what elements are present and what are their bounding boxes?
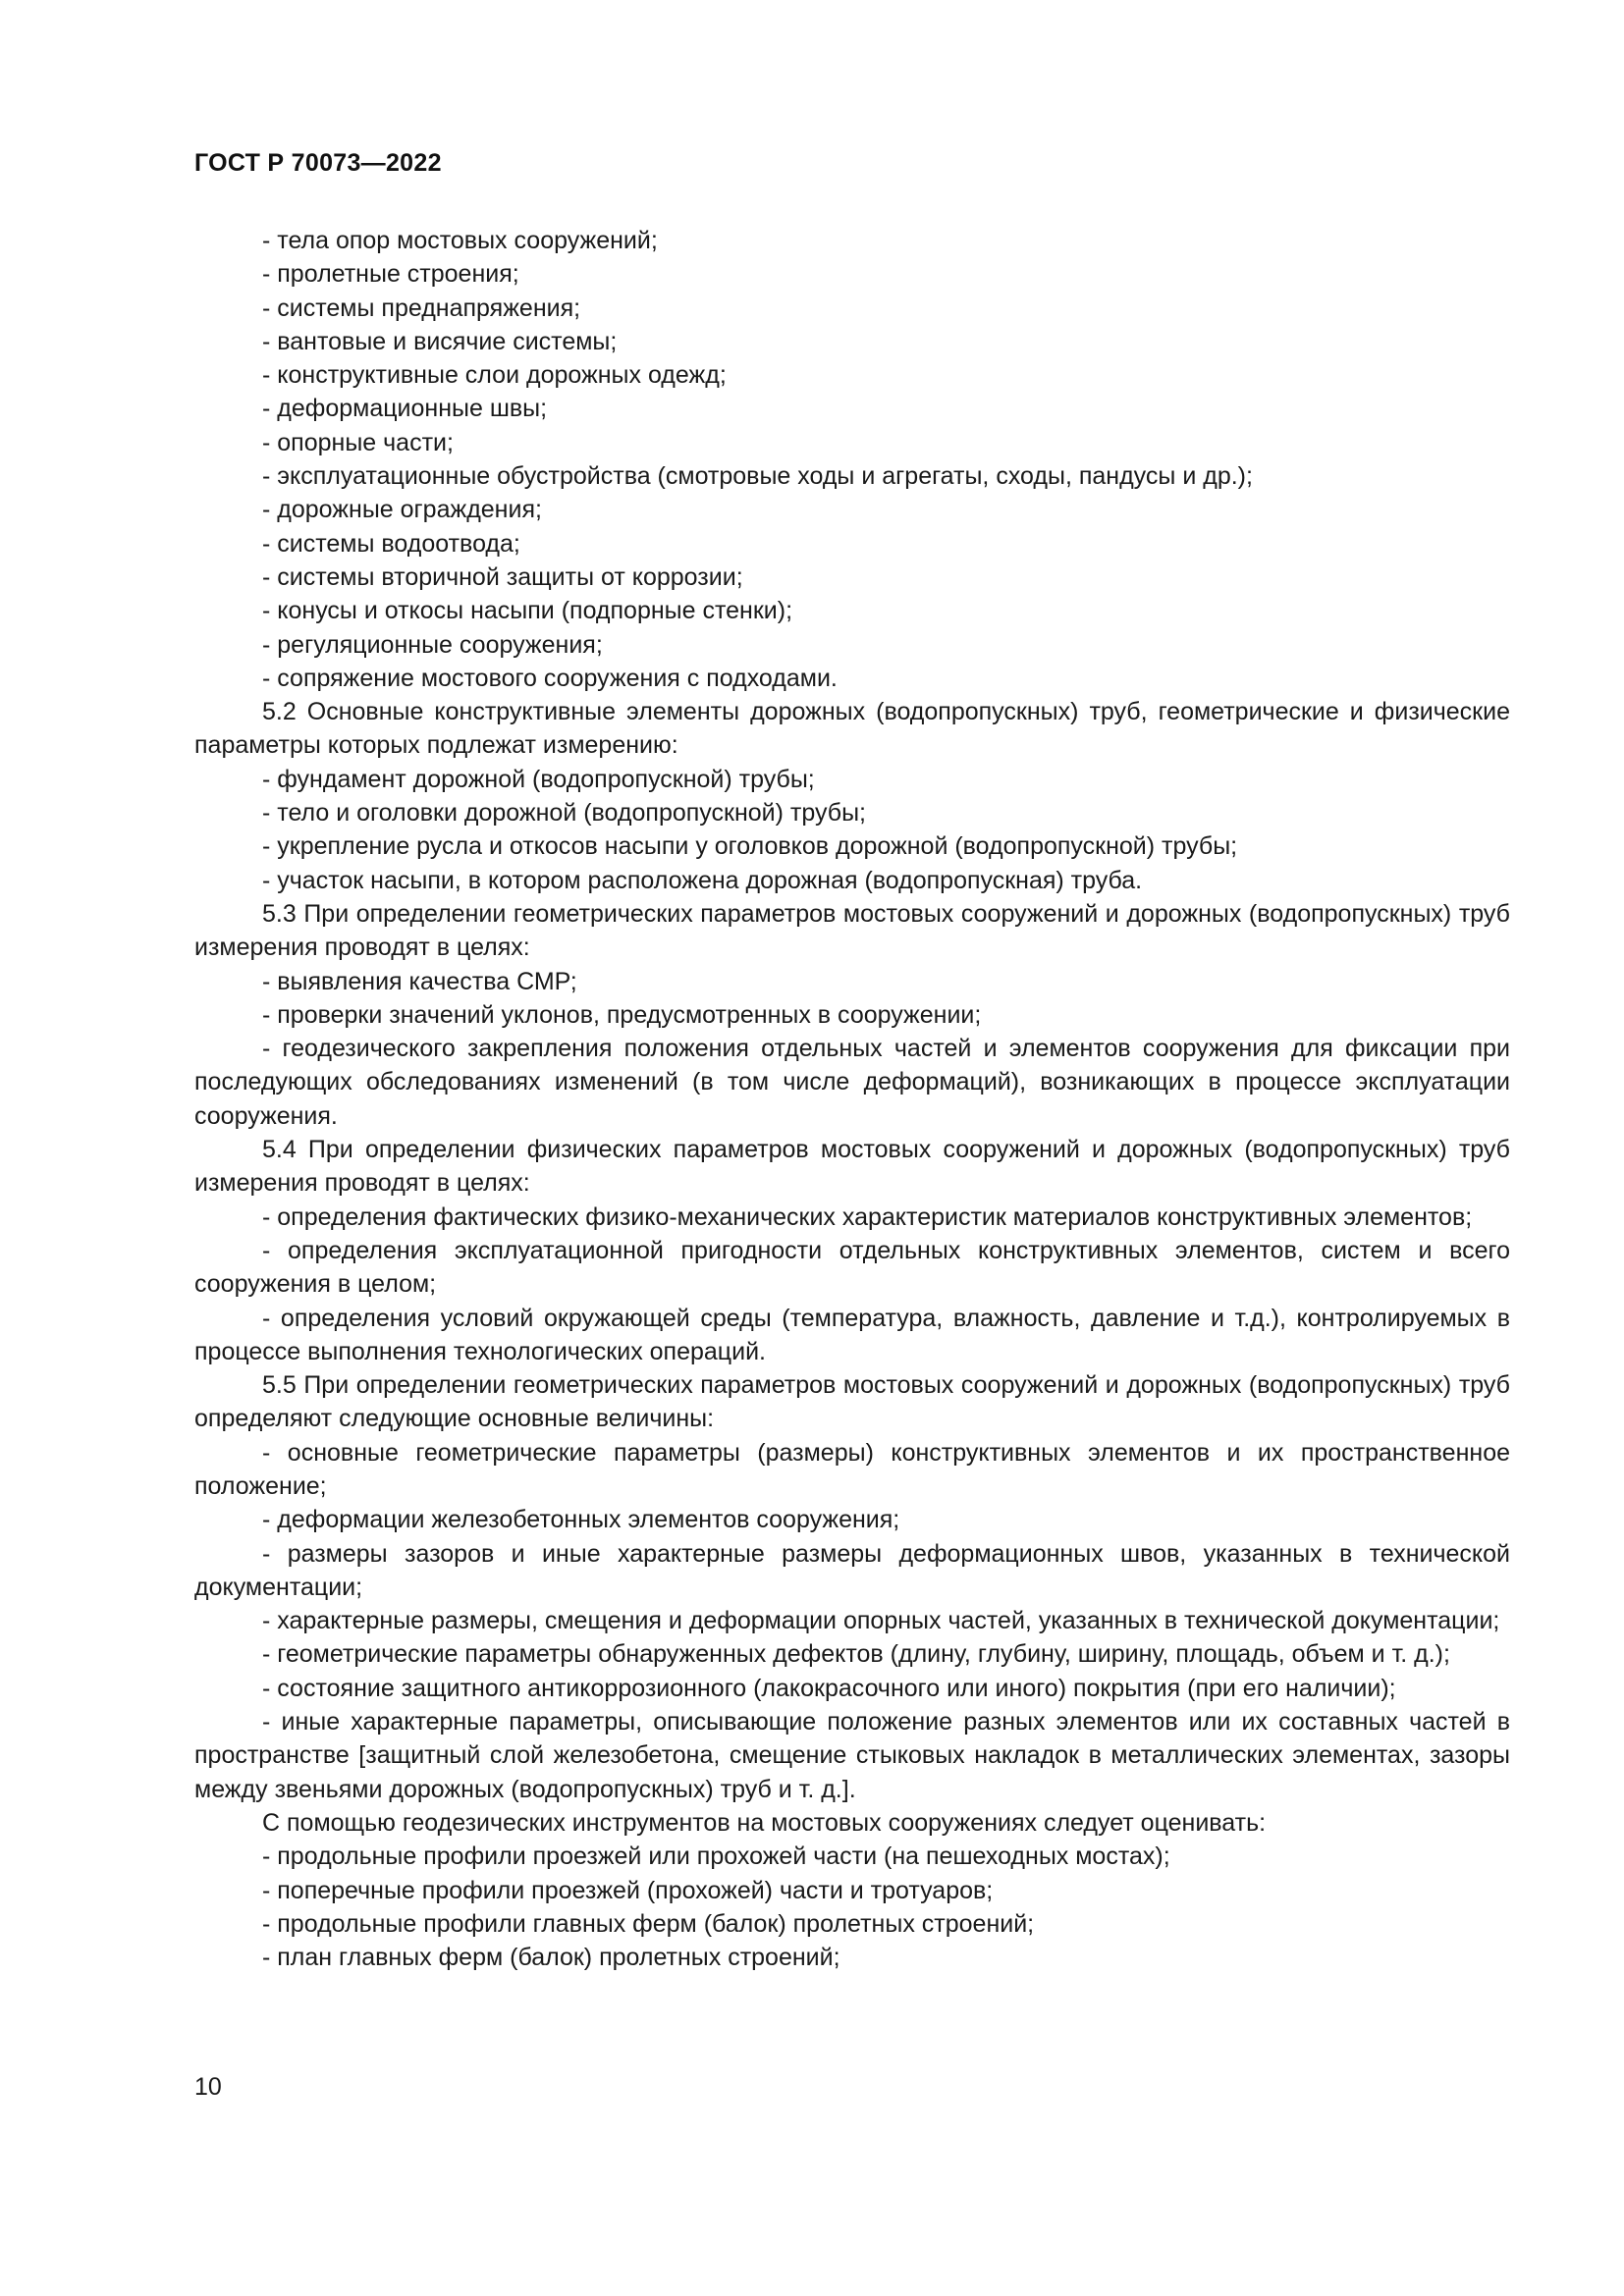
list-item: - сопряжение мостового сооружения с подходами.: [262, 664, 838, 692]
list-item: - характерные размеры, смещения и деформации опорных частей, указанных в технической документации;: [262, 1607, 1500, 1635]
list-item: - определения эксплуатационной пригодности отдельных конструктивных элементов, систем и всего сооружения в целом;: [194, 1236, 1510, 1299]
list-item: - деформационные швы;: [262, 395, 548, 423]
list-item: - пролетные строения;: [262, 260, 519, 289]
list-item: - деформации железобетонных элементов сооружения;: [262, 1506, 900, 1534]
list-item: - тела опор мостовых сооружений;: [262, 227, 658, 254]
list-item: - системы вторичной защиты от коррозии;: [262, 562, 743, 591]
list-item: - опорные части;: [262, 428, 454, 456]
list-item: - участок насыпи, в котором расположена дорожная (водопропускная) труба.: [262, 866, 1143, 894]
list-item: - поперечные профили проезжей (прохожей) части и тротуаров;: [262, 1876, 994, 1904]
list-item: - тело и оголовки дорожной (водопропускной) трубы;: [262, 799, 866, 828]
list-item: - геометрические параметры обнаруженных дефектов (длину, глубину, ширину, площадь, объем и т. д.);: [262, 1640, 1450, 1669]
list-item: - регуляционные сооружения;: [262, 630, 603, 659]
list-item: - системы водоотвода;: [262, 529, 520, 558]
list-item: - иные характерные параметры, описывающие положение разных элементов или их составных частей в пространстве [защитный слой железобетона, смещение стыковых накладок в металлических элементах, зазоры между звеньями дорожных (водопропускных) труб и т. д.].: [194, 1708, 1510, 1803]
list-item: - укрепление русла и откосов насыпи у оголовков дорожной (водопропускной) трубы;: [262, 832, 1238, 861]
list-item: - определения условий окружающей среды (температура, влажность, давление и т.д.), контролируемых в процессе выполнения технологических операций.: [194, 1304, 1510, 1365]
list-item: - конусы и откосы насыпи (подпорные стенки);: [262, 597, 793, 625]
list-item: - геодезического закрепления положения отдельных частей и элементов сооружения для фиксации при последующих обследованиях изменений (в том числе деформаций), возникающих в процессе эксплуатации сооружения.: [194, 1035, 1510, 1130]
paragraph: 5.5 При определении геометрических параметров мостовых сооружений и дорожных (водопропускных) труб определяют следующие основные величины:: [194, 1371, 1510, 1433]
list-item: - продольные профили главных ферм (балок) пролетных строений;: [262, 1909, 1035, 1938]
page-number: 10: [194, 2073, 222, 2101]
list-item: - проверки значений уклонов, предусмотренных в сооружении;: [262, 1000, 982, 1029]
list-item: - определения фактических физико-механических характеристик материалов конструктивных элементов;: [262, 1202, 1473, 1231]
list-item: - дорожные ограждения;: [262, 496, 542, 524]
paragraph: С помощью геодезических инструментов на мостовых сооружениях следует оценивать:: [262, 1808, 1267, 1837]
list-item: - план главных ферм (балок) пролетных строений;: [262, 1944, 840, 1972]
document-body: [194, 224, 1510, 1974]
list-item: - основные геометрические параметры (размеры) конструктивных элементов и их пространственное положение;: [194, 1438, 1510, 1500]
list-item: - состояние защитного антикоррозионного (лакокрасочного или иного) покрытия (при его наличии);: [262, 1674, 1396, 1702]
list-item: - конструктивные слои дорожных одежд;: [262, 361, 727, 390]
list-item: - вантовые и висячие системы;: [262, 327, 618, 355]
list-item: - размеры зазоров и иные характерные размеры деформационных швов, указанных в технической документации;: [194, 1539, 1510, 1601]
list-item: - системы преднапряжения;: [262, 294, 581, 322]
list-item: - продольные профили проезжей или прохожей части (на пешеходных мостах);: [262, 1842, 1170, 1871]
paragraph: 5.2 Основные конструктивные элементы дорожных (водопропускных) труб, геометрические и физические параметры которых подлежат измерению:: [194, 698, 1510, 760]
paragraph: 5.4 При определении физических параметров мостовых сооружений и дорожных (водопропускных) труб измерения проводят в целях:: [194, 1136, 1510, 1198]
paragraph: 5.3 При определении геометрических параметров мостовых сооружений и дорожных (водопропускных) труб измерения проводят в целях:: [194, 899, 1510, 962]
list-item: - фундамент дорожной (водопропускной) трубы;: [262, 765, 815, 793]
document-header: ГОСТ Р 70073—2022: [194, 149, 442, 177]
list-item: - эксплуатационные обустройства (смотровые ходы и агрегаты, сходы, пандусы и др.);: [262, 462, 1253, 491]
list-item: - выявления качества СМР;: [262, 967, 577, 995]
